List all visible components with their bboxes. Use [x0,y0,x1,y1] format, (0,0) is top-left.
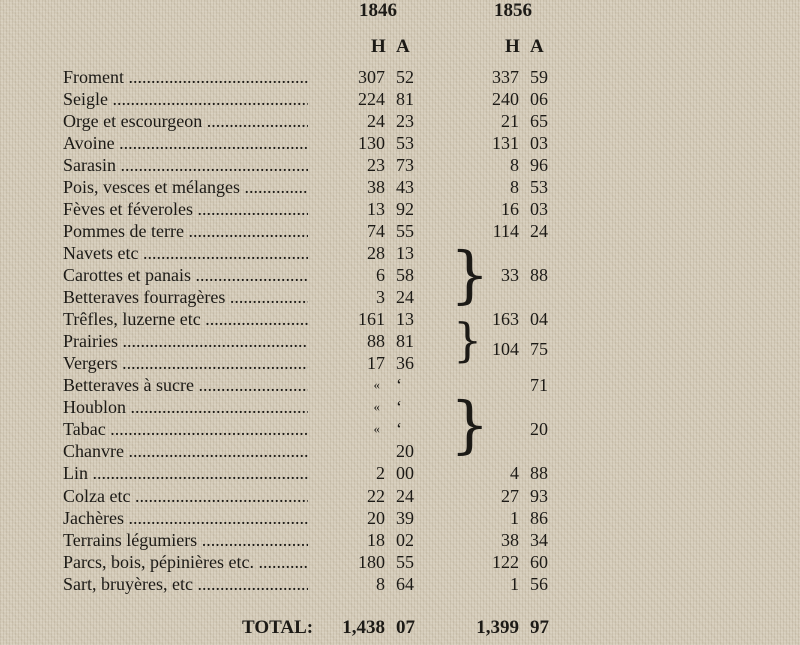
crop-label: Froment ..... [63,66,308,88]
table-row [0,308,800,330]
ares-1856: 88 [530,463,548,483]
crop-label: Seigle ..... [63,88,308,110]
total-ares-1856: 97 [530,617,549,638]
crop-label: Lin ..... [63,462,308,484]
ares-1846: 24 [396,287,414,307]
ares-1856: 86 [530,508,548,528]
hectares-1846: « [373,377,380,392]
table-row [0,551,800,573]
table-row [0,242,800,264]
group-ares-1856: 75 [530,339,548,359]
group-hectares-1856: 33 [501,265,519,285]
hectares-1846: 3 [376,287,385,307]
table-row [0,529,800,551]
hectares-1846: 8 [376,574,385,594]
ares-1856: 59 [530,67,548,87]
hectares-1846: 161 [358,309,385,329]
crop-label: Prairies ..... [63,330,308,352]
ares-1846: 13 [396,243,414,263]
table-row [0,66,800,88]
ares-1846: 36 [396,353,414,373]
hectares-1856: 38 [501,530,519,550]
crop-label: Sart, bruyères, etc ..... [63,573,308,595]
hectares-1846: 20 [367,508,385,528]
hectares-1856: 8 [510,177,519,197]
ares-1856: 03 [530,199,548,219]
hectares-1846: 17 [367,353,385,373]
table-row [0,176,800,198]
hectares-1846: 2 [376,463,385,483]
ares-1856: 96 [530,155,548,175]
crop-label: Navets etc ..... [63,242,308,264]
hectares-1846: 23 [367,155,385,175]
table-row [0,440,800,462]
ares-1856: 24 [530,221,548,241]
table-row [0,264,800,286]
hectares-1856: 8 [510,155,519,175]
table-row [0,573,800,595]
table-row [0,330,800,352]
group-brace: } [450,238,490,311]
ares-1846: 02 [396,530,414,550]
table-row [0,132,800,154]
ares-1856: 53 [530,177,548,197]
ares-1846: 52 [396,67,414,87]
table-row [0,462,800,484]
crop-label: Parcs, bois, pépinières etc. ..... [63,551,308,573]
table-row [0,485,800,507]
hectares-1846: 24 [367,111,385,131]
group-brace: } [453,313,483,367]
hectares-1856: 27 [501,486,519,506]
h-column-heading-1846: H [371,36,386,57]
ares-1846: ‘ [396,419,402,439]
table-row [0,110,800,132]
ares-1846: 43 [396,177,414,197]
table-row [0,220,800,242]
crop-label: Betteraves fourragères ..... [63,286,308,308]
crop-label: Carottes et panais ..... [63,264,308,286]
hectares-1846: 180 [358,552,385,572]
table-row [0,198,800,220]
hectares-1846: 22 [367,486,385,506]
ares-1846: 55 [396,552,414,572]
ares-1856: 34 [530,530,548,550]
ares-1846: 53 [396,133,414,153]
table-row [0,88,800,110]
crop-label: Pois, vesces et mélanges ..... [63,176,308,198]
crop-label: Avoine ..... [63,132,308,154]
hectares-1856: 163 [492,309,519,329]
hectares-1846: « [373,421,380,436]
crop-label: Houblon ..... [63,396,308,418]
ares-1846: 23 [396,111,414,131]
ares-1846: ‘ [396,397,402,417]
ares-1846: ‘ [396,375,402,395]
group-ares-1856: 20 [530,419,548,439]
total-hectares-1856: 1,399 [476,617,519,638]
table-row [0,396,800,418]
year-1846-heading: 1846 [359,0,397,21]
h-column-heading-1856: H [505,36,520,57]
crop-label: Vergers ..... [63,352,308,374]
total-ares-1846: 07 [396,617,415,638]
hectares-1846: 18 [367,530,385,550]
table-row [0,154,800,176]
hectares-1846: 74 [367,221,385,241]
crop-label: Sarasin ..... [63,154,308,176]
hectares-1856: 1 [510,508,519,528]
table-row [0,352,800,374]
ares-1846: 73 [396,155,414,175]
hectares-1856: 122 [492,552,519,572]
ares-1856: 03 [530,133,548,153]
ares-1846: 13 [396,309,414,329]
hectares-1846: 307 [358,67,385,87]
crop-label: Orge et escourgeon ..... [63,110,308,132]
ares-1856: 06 [530,89,548,109]
crop-label: Terrains légumiers ..... [63,529,308,551]
crop-label: Jachères ..... [63,507,308,529]
hectares-1856: 131 [492,133,519,153]
crop-label: Pommes de terre ..... [63,220,308,242]
a-column-heading-1856: A [530,36,544,57]
table-row [0,374,800,396]
total-hectares-1846: 1,438 [342,617,385,638]
hectares-1846: 28 [367,243,385,263]
crop-label: Chanvre ..... [63,440,308,462]
table-row [0,286,800,308]
ares-1856: 65 [530,111,548,131]
a-column-heading-1846: A [396,36,410,57]
ares-1856: 60 [530,552,548,572]
hectares-1846: « [373,399,380,414]
table-row [0,507,800,529]
ares-1846: 58 [396,265,414,285]
table-row [0,418,800,440]
hectares-1856: 4 [510,463,519,483]
hectares-1856: 114 [492,221,519,241]
ares-1856: 71 [530,375,548,395]
hectares-1856: 240 [492,89,519,109]
hectares-1846: 13 [367,199,385,219]
hectares-1846: 88 [367,331,385,351]
year-1856-heading: 1856 [494,0,532,21]
ares-1856: 04 [530,309,548,329]
crop-label: Trêfles, luzerne etc ..... [63,308,308,330]
hectares-1846: 224 [358,89,385,109]
ares-1846: 92 [396,199,414,219]
ares-1846: 24 [396,486,414,506]
ares-1856: 56 [530,574,548,594]
total-label: TOTAL: [242,617,314,638]
hectares-1846: 6 [376,265,385,285]
hectares-1856: 337 [492,67,519,87]
crop-label: Betteraves à sucre ..... [63,374,308,396]
crop-label: Fèves et féveroles ..... [63,198,308,220]
ares-1846: 81 [396,331,414,351]
crop-label: Colza etc ..... [63,485,308,507]
group-brace: } [450,388,490,461]
hectares-1846: 130 [358,133,385,153]
hectares-1856: 1 [510,574,519,594]
crop-label: Tabac ..... [63,418,308,440]
ares-1846: 00 [396,463,414,483]
ares-1846: 81 [396,89,414,109]
ares-1846: 55 [396,221,414,241]
ares-1846: 20 [396,441,414,461]
ares-1846: 39 [396,508,414,528]
group-ares-1856: 88 [530,265,548,285]
ares-1846: 64 [396,574,414,594]
group-hectares-1856: 104 [492,339,519,359]
hectares-1856: 16 [501,199,519,219]
hectares-1856: 21 [501,111,519,131]
ares-1856: 93 [530,486,548,506]
hectares-1846: 38 [367,177,385,197]
